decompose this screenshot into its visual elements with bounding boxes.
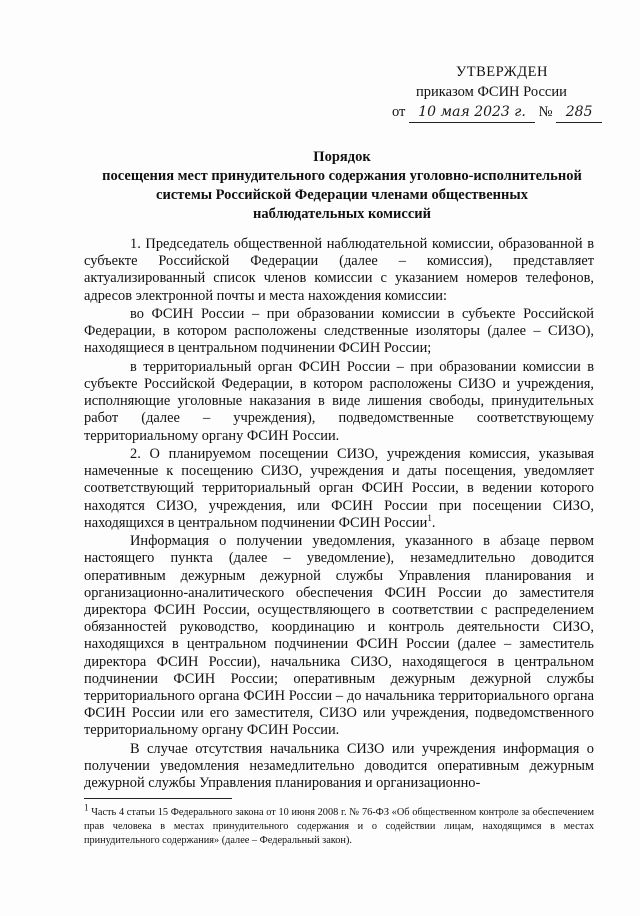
title-line-1: Порядок (313, 149, 371, 165)
footnote (84, 802, 595, 848)
paragraph-2: во ФСИН России – при образовании комиссии в субъекте Российской Федерации, в котором расположены следственные изоляторы (далее – СИЗО), находящиеся в центральном подчинении ФСИН России; (84, 306, 594, 357)
paragraph-6: В случае отсутствия начальника СИЗО или учреждения информация о получении уведомления незамедлительно доводится оперативным дежурным дежурной службы Управления планирования и организационно- (84, 740, 594, 792)
approval-heading: УТВЕРЖДЕН (456, 64, 548, 80)
paragraph-1: 1. Председатель общественной наблюдательной комиссии, образованной в субъекте Российской Федерации (далее – комиссия), представляет актуализированный список членов комиссии с указанием номеров телефонов, адресов электронной почты и места нахождения комиссии: (84, 236, 594, 304)
approval-by: приказом ФСИН России (416, 84, 567, 100)
footnote-reference[interactable]: 1 (427, 513, 432, 524)
paragraph-4-end: . (431, 514, 436, 531)
handwritten-date: 10 мая 2023 г. (409, 102, 535, 123)
footnote-separator (84, 798, 232, 799)
approval-number-label: № (538, 104, 553, 120)
title-line-3: системы Российской Федерации членами общественных (156, 187, 528, 203)
approval-date-line (392, 102, 602, 123)
paragraph-5: Информация о получении уведомления, указанного в абзаце первом настоящего пункта (далее – уведомление), незамедлительно доводится оперативным дежурным дежурной службы Управления планирования и организационно-аналитического обеспечения ФСИН России до заместителя директора ФСИН России, осуществляющего в соответствии с распределением обязанностей руководство, координацию и контроль деятельности СИЗО, находящихся в центральном подчинении ФСИН России (далее – заместитель директора ФСИН России), начальника СИЗО, находящегося в центральном подчинении ФСИН России; оперативным дежурным дежурной службы территориального органа ФСИН России – до начальника территориального органа ФСИН России или его заместителя, СИЗО или учреждения, подведомственного территориальному органу ФСИН России. (84, 533, 594, 739)
footnote-text: Часть 4 статьи 15 Федерального закона от 10 июня 2008 г. № 76-ФЗ «Об общественном контроле за обеспечением прав человека в местах принудительного содержания и о содействии лицам, находящимся в местах принудительного содержания» (далее – Федеральный закон). (84, 807, 595, 846)
paragraph-4-text: 2. О планируемом посещении СИЗО, учреждения комиссия, указывая намеченные к посещению СИЗО, учреждения и даты посещения, уведомляет соответствующий территориальный орган ФСИН России, в ведении которого находятся СИЗО, учреждения, или ФСИН России при посещении СИЗО, находящихся в центральном подчинении ФСИН России (84, 446, 594, 531)
document-title (92, 148, 592, 224)
approval-stamp (392, 62, 602, 123)
paragraph-3: в территориальный орган ФСИН России – при образовании комиссии в субъекте Российской Федерации, в котором расположены СИЗО и учреждения, исполняющие уголовные наказания в виде лишения свободы, принудительных работ (далее – учреждения), подведомственные соответствующему территориальному органу ФСИН России. (84, 358, 594, 444)
paragraph-4 (84, 446, 594, 532)
footnote-marker: 1 (84, 802, 89, 813)
title-line-2: посещения мест принудительного содержания уголовно-исполнительной (102, 168, 582, 184)
approval-from-label: от (392, 104, 406, 120)
document-body (84, 236, 594, 794)
handwritten-number: 285 (556, 102, 602, 123)
title-line-4: наблюдательных комиссий (253, 206, 431, 222)
footnote-paragraph (84, 802, 595, 848)
